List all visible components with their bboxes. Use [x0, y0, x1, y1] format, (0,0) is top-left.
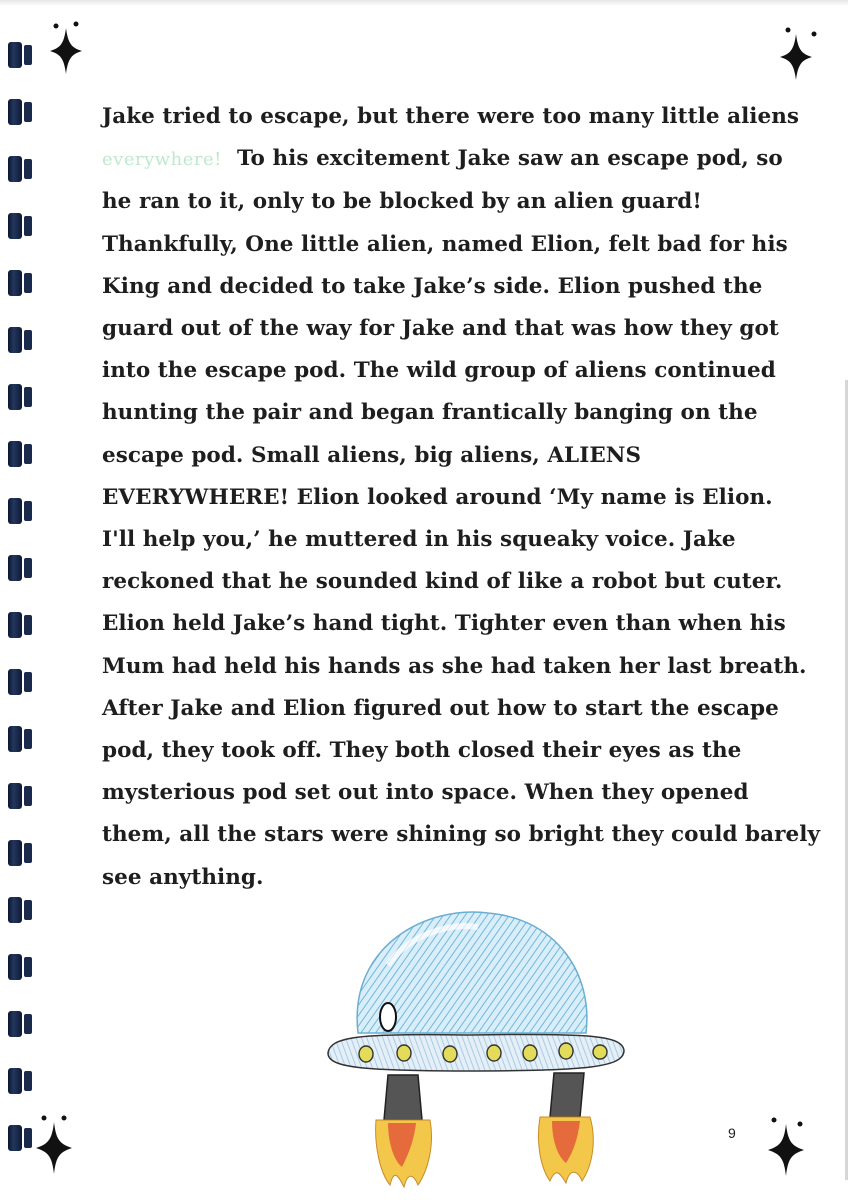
binding-ring-loop [8, 669, 22, 695]
faded-word: everywhere! [102, 149, 222, 171]
binding-ring-loop [8, 612, 22, 638]
story-line: Thankfully, One little alien, named Elion, felt bad for his [102, 231, 788, 257]
story-line: EVERYWHERE! Elion looked around ‘My name is Elion. [102, 484, 773, 510]
story-line: Mum had held his hands as she had taken her last breath. [102, 653, 807, 679]
binding-ring-loop [8, 1068, 22, 1094]
story-line: hunting the pair and began frantically banging on the [102, 400, 758, 426]
binding-ring [2, 954, 36, 980]
binding-ring [2, 327, 36, 353]
binding-ring [2, 156, 36, 182]
sparkle-star-icon [30, 1108, 80, 1174]
binding-ring-loop [8, 270, 22, 296]
binding-ring-loop [8, 498, 22, 524]
binding-ring-loop [8, 783, 22, 809]
story-line: King and decided to take Jake’s side. Elion pushed the [102, 273, 763, 299]
story-line: After Jake and Elion figured out how to start the escape [102, 695, 779, 721]
story-line [102, 138, 783, 181]
story-line-text: To his excitement Jake saw an escape pod, so [236, 146, 783, 172]
binding-ring-loop [8, 1125, 22, 1151]
binding-ring [2, 270, 36, 296]
binding-hole [24, 672, 32, 692]
binding-ring-loop [8, 726, 22, 752]
story-line: reckoned that he sounded kind of like a robot but cuter. [102, 569, 783, 595]
binding-ring [2, 612, 36, 638]
binding-ring-loop [8, 99, 22, 125]
story-line: I'll help you,’ he muttered in his squeaky voice. Jake [102, 527, 736, 553]
binding-ring [2, 99, 36, 125]
binding-ring [2, 840, 36, 866]
binding-ring-loop [8, 213, 22, 239]
binding-hole [24, 615, 32, 635]
binding-hole [24, 45, 32, 65]
binding-hole [24, 273, 32, 293]
binding-ring [2, 897, 36, 923]
story-line: he ran to it, only to be blocked by an alien guard! [102, 189, 702, 215]
story-line: them, all the stars were shining so bright they could barely [102, 822, 820, 848]
page-number: 9 [728, 1125, 736, 1141]
binding-ring [2, 498, 36, 524]
story-line: see anything. [102, 864, 264, 890]
binding-hole [24, 900, 32, 920]
binding-hole [24, 102, 32, 122]
story-line: mysterious pod set out into space. When they opened [102, 780, 749, 806]
binding-ring [2, 783, 36, 809]
sparkle-star-icon [42, 18, 88, 76]
binding-hole [24, 330, 32, 350]
binding-hole [24, 1014, 32, 1034]
story-line: into the escape pod. The wild group of aliens continued [102, 358, 776, 384]
binding-ring [2, 1068, 36, 1094]
sparkle-star-icon [762, 1112, 812, 1178]
sparkle-star-icon [774, 22, 820, 82]
binding-ring-loop [8, 840, 22, 866]
binding-hole [24, 729, 32, 749]
binding-hole [24, 159, 32, 179]
ufo-escape-pod-illustration [318, 905, 638, 1190]
binding-ring-loop [8, 954, 22, 980]
story-line: guard out of the way for Jake and that was how they got [102, 316, 779, 342]
binding-ring-loop [8, 897, 22, 923]
binding-ring-loop [8, 156, 22, 182]
binding-hole [24, 1071, 32, 1091]
binding-ring-loop [8, 384, 22, 410]
story-line: pod, they took off. They both closed their eyes as the [102, 738, 742, 764]
story-line: Jake tried to escape, but there were too many little aliens [102, 104, 800, 129]
story-line: Elion held Jake’s hand tight. Tighter even than when his [102, 611, 786, 637]
binding-ring-loop [8, 1011, 22, 1037]
binding-ring-loop [8, 441, 22, 467]
binding-hole [24, 216, 32, 236]
binding-ring [2, 441, 36, 467]
story-text [102, 96, 820, 899]
binding-ring-loop [8, 42, 22, 68]
story-line: escape pod. Small aliens, big aliens, ALIENS [102, 442, 642, 468]
binding-hole [24, 387, 32, 407]
binding-ring-loop [8, 555, 22, 581]
binding-ring [2, 1011, 36, 1037]
binding-ring-loop [8, 327, 22, 353]
binding-hole [24, 843, 32, 863]
binding-hole [24, 501, 32, 521]
binding-ring [2, 669, 36, 695]
binding-ring [2, 42, 36, 68]
binding-ring [2, 555, 36, 581]
binding-ring [2, 213, 36, 239]
binding-hole [24, 786, 32, 806]
binding-hole [24, 558, 32, 578]
binding-hole [24, 444, 32, 464]
spiral-binding [0, 30, 40, 1190]
binding-ring [2, 384, 36, 410]
binding-hole [24, 957, 32, 977]
binding-ring [2, 726, 36, 752]
page-top-edge [0, 0, 848, 6]
